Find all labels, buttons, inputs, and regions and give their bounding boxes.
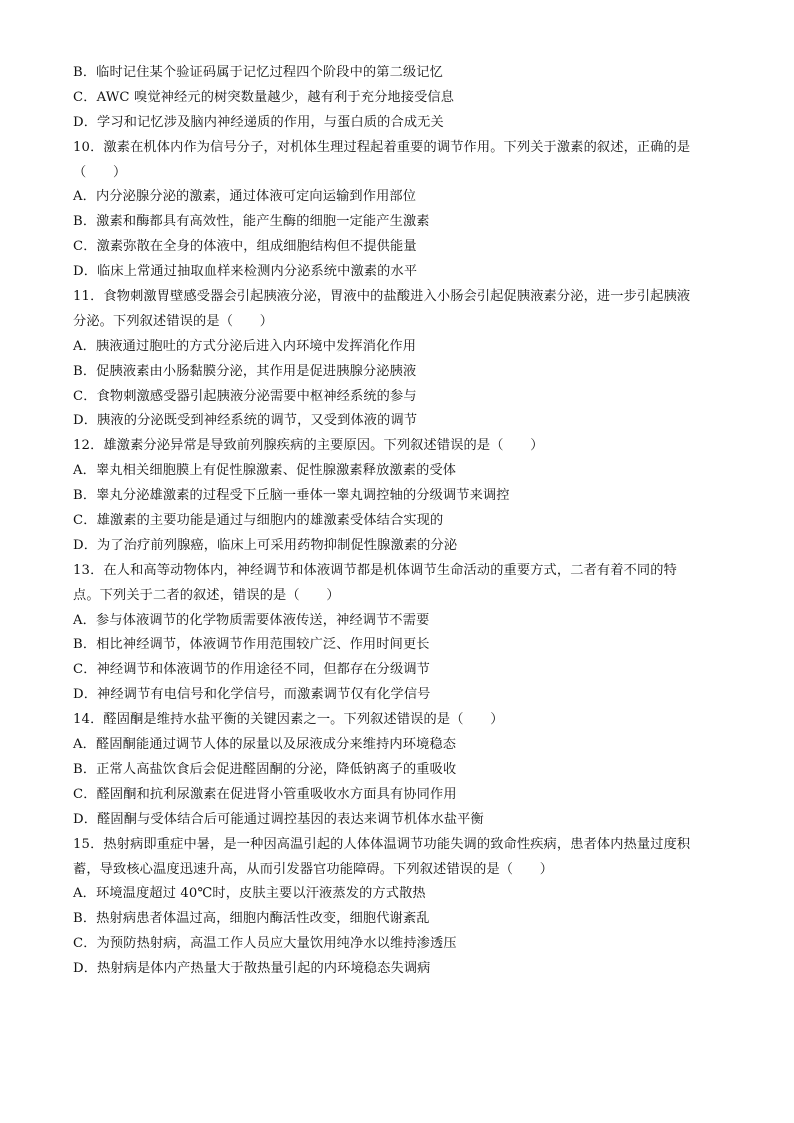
option-b: B．激素和酶都具有高效性，能产生酶的细胞一定能产生激素 bbox=[73, 214, 430, 230]
question-stem: 14．醛固酮是维持水盐平衡的关键因素之一。下列叙述错误的是（ ） bbox=[73, 712, 504, 728]
option-a: A．胰液通过胞吐的方式分泌后进入内环境中发挥消化作用 bbox=[73, 338, 417, 354]
option-c: C．为预防热射病，高温工作人员应大量饮用纯净水以维持渗透压 bbox=[73, 936, 457, 952]
question-stem: 13．在人和高等动物体内，神经调节和体液调节都是机体调节生命活动的重要方式，二者有着不同的特 bbox=[73, 562, 677, 578]
exam-page bbox=[73, 61, 723, 982]
question-stem: 10．激素在机体内作为信号分子，对机体生理过程起着重要的调节作用。下列关于激素的叙述，正确的是 bbox=[73, 139, 691, 155]
option-d: D．学习和记忆涉及脑内神经递质的作用，与蛋白质的合成无关 bbox=[73, 114, 444, 130]
question-stem: 分泌。下列叙述错误的是（ ） bbox=[73, 313, 274, 329]
question-stem: 11．食物刺激胃壁感受器会引起胰液分泌，胃液中的盐酸进入小肠会引起促胰液素分泌，进一步引起胰液 bbox=[73, 289, 691, 305]
option-a: A．睾丸相关细胞膜上有促性腺激素、促性腺激素释放激素的受体 bbox=[73, 463, 457, 479]
option-a: A．环境温度超过 40℃时，皮肤主要以汗液蒸发的方式散热 bbox=[73, 886, 426, 902]
option-a: A．参与体液调节的化学物质需要体液传送，神经调节不需要 bbox=[73, 612, 430, 628]
option-b: B．正常人高盐饮食后会促进醛固酮的分泌，降低钠离子的重吸收 bbox=[73, 761, 457, 777]
question-12 bbox=[73, 434, 723, 558]
option-a: A．内分泌腺分泌的激素，通过体液可定向运输到作用部位 bbox=[73, 189, 417, 205]
option-c: C．激素弥散在全身的体液中，组成细胞结构但不提供能量 bbox=[73, 239, 417, 255]
question-stem: 蓄，导致核心温度迅速升高，从而引发器官功能障碍。下列叙述错误的是（ ） bbox=[73, 861, 554, 877]
option-c: C．神经调节和体液调节的作用途径不同，但都存在分级调节 bbox=[73, 662, 431, 678]
option-d: D．临床上常通过抽取血样来检测内分泌系统中激素的水平 bbox=[73, 264, 418, 280]
question-stem: 12．雄激素分泌异常是导致前列腺疾病的主要原因。下列叙述错误的是（ ） bbox=[73, 438, 544, 454]
question-stem: 点。下列关于二者的叙述，错误的是（ ） bbox=[73, 587, 340, 603]
option-c: C．AWC 嗅觉神经元的树突数量越少，越有利于充分地接受信息 bbox=[73, 89, 455, 105]
option-d: D．为了治疗前列腺癌，临床上可采用药物抑制促性腺激素的分泌 bbox=[73, 537, 458, 553]
option-c: C．醛固酮和抗利尿激素在促进肾小管重吸收水方面具有协同作用 bbox=[73, 786, 457, 802]
option-d: D．醛固酮与受体结合后可能通过调控基因的表达来调节机体水盐平衡 bbox=[73, 811, 484, 827]
option-b: B．临时记住某个验证码属于记忆过程四个阶段中的第二级记忆 bbox=[73, 65, 443, 80]
option-a: A．醛固酮能通过调节人体的尿量以及尿液成分来维持内环境稳态 bbox=[73, 737, 457, 753]
option-c: C．雄激素的主要功能是通过与细胞内的雄激素受体结合实现的 bbox=[73, 513, 444, 529]
option-b: B．相比神经调节，体液调节作用范围较广泛、作用时间更长 bbox=[73, 637, 430, 653]
question-10 bbox=[73, 136, 723, 285]
question-13 bbox=[73, 559, 723, 708]
question-11 bbox=[73, 285, 723, 434]
option-d: D．胰液的分泌既受到神经系统的调节，又受到体液的调节 bbox=[73, 413, 418, 429]
option-d: D．神经调节有电信号和化学信号，而激素调节仅有化学信号 bbox=[73, 687, 431, 703]
question-14 bbox=[73, 708, 723, 832]
question-stem: 15．热射病即重症中暑，是一种因高温引起的人体体温调节功能失调的致命性疾病，患者体内热量过度积 bbox=[73, 836, 691, 852]
option-c: C．食物刺激感受器引起胰液分泌需要中枢神经系统的参与 bbox=[73, 388, 417, 404]
question-9-tail bbox=[73, 61, 723, 136]
option-b: B．睾丸分泌雄激素的过程受下丘脑一垂体一睾丸调控轴的分级调节来调控 bbox=[73, 488, 510, 504]
option-b: B．促胰液素由小肠黏膜分泌，其作用是促进胰腺分泌胰液 bbox=[73, 363, 417, 379]
option-b: B．热射病患者体温过高，细胞内酶活性改变，细胞代谢紊乱 bbox=[73, 911, 430, 927]
option-d: D．热射病是体内产热量大于散热量引起的内环境稳态失调病 bbox=[73, 961, 431, 977]
question-stem: （ ） bbox=[73, 164, 127, 180]
question-15 bbox=[73, 833, 723, 982]
